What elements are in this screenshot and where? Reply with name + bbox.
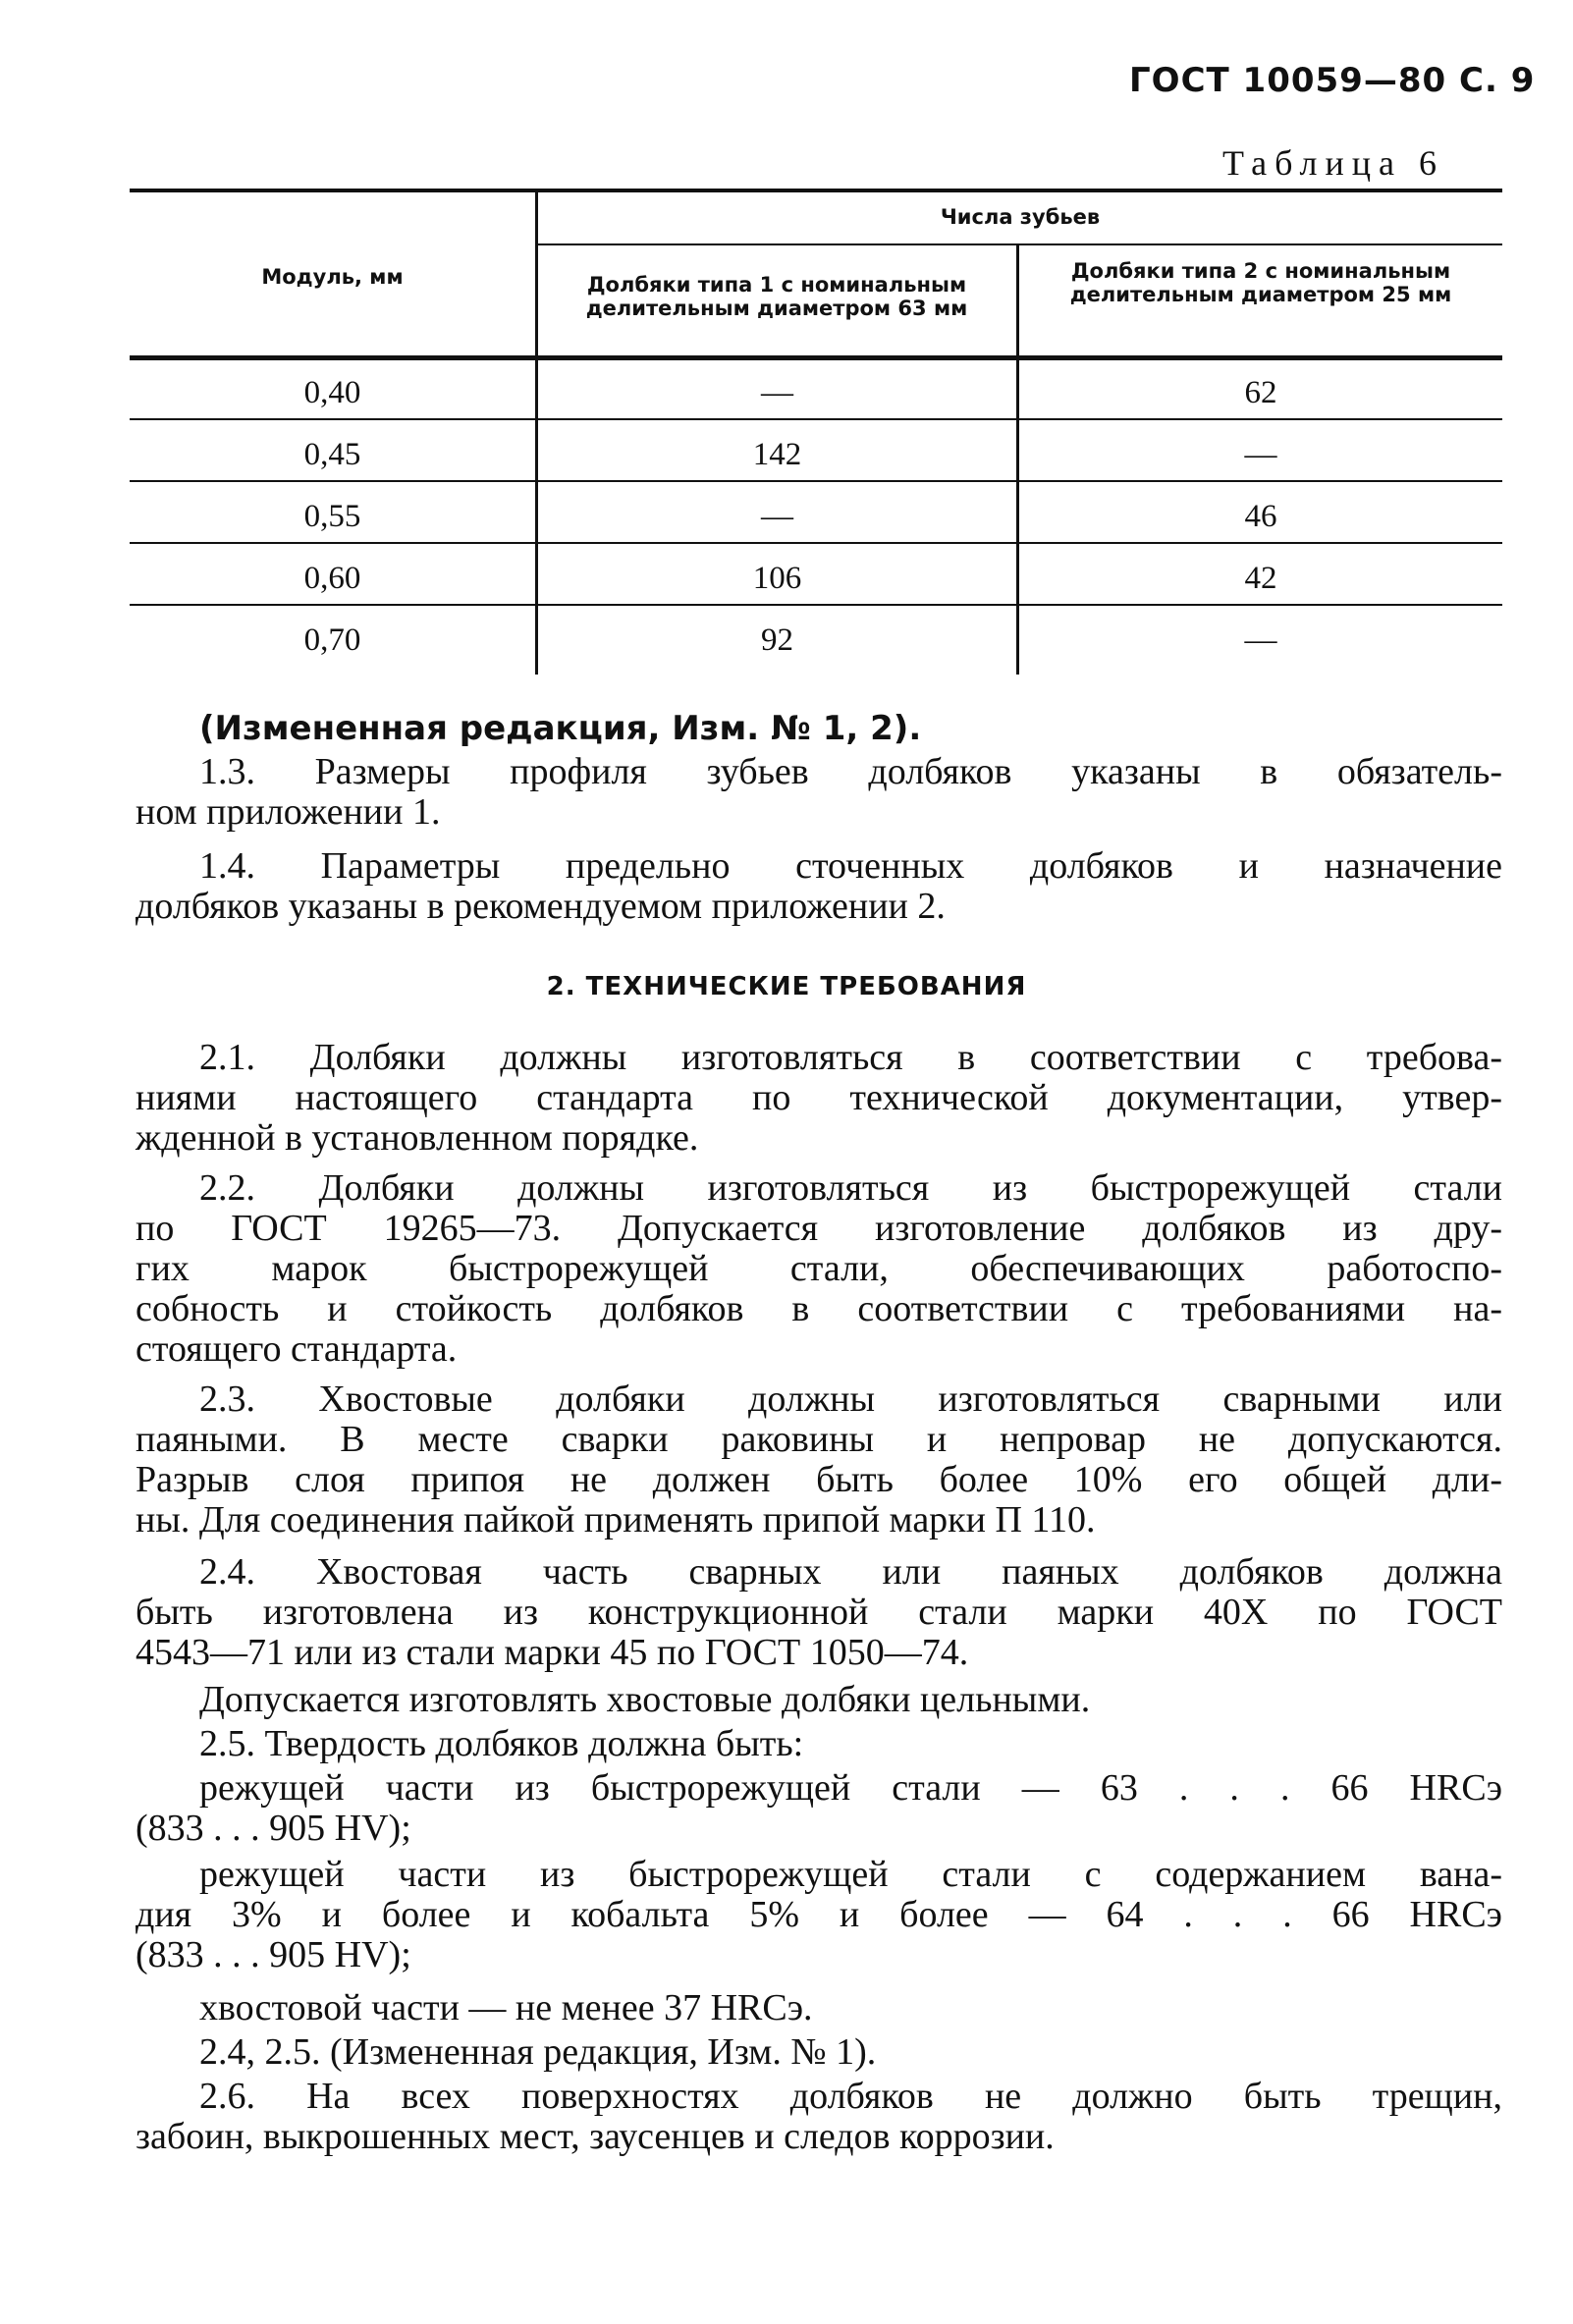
text-line: по ГОСТ 19265—73. Допускается изготовление долбяков из дру- (136, 1208, 1502, 1249)
header-module: Модуль, мм (261, 265, 404, 289)
text-line: 1.3. Размеры профиля зубьев долбяков указаны в обязатель- (199, 751, 1502, 792)
text-line: паяными. В месте сварки раковины и непровар не допускаются. (136, 1419, 1502, 1460)
text-line: (833 . . . 905 HV); (136, 1808, 411, 1849)
text-line: 4543—71 или из стали марки 45 по ГОСТ 1050—74. (136, 1632, 969, 1673)
clause-2-4 (136, 1552, 1502, 1673)
text-line: 2.1. Долбяки должны изготовляться в соответствии с требова- (199, 1037, 1502, 1078)
text-line: 1.4. Параметры предельно сточенных долбяков и назначение (199, 845, 1502, 887)
clause-2-1 (136, 1038, 1502, 1159)
clause-2-5-a (136, 1768, 1502, 1849)
row-rule (130, 604, 1502, 606)
cell-type1: 92 (761, 622, 793, 658)
clause-1-4 (136, 846, 1502, 927)
cell-type2: — (1244, 437, 1277, 472)
table-top-rule (130, 189, 1502, 192)
cell-type2: 42 (1244, 561, 1277, 596)
text-line: режущей части из быстрорежущей стали — 63 . . . 66 HRCэ (199, 1767, 1502, 1809)
cell-type2: 46 (1244, 499, 1277, 534)
cell-module: 0,55 (303, 499, 361, 534)
cell-type1: — (761, 375, 793, 410)
text-line: (833 . . . 905 HV); (136, 1934, 411, 1975)
text-line: долбяков указаны в рекомендуемом приложении 2. (136, 886, 946, 927)
amendment-note-2: 2.4, 2.5. (Измененная редакция, Изм. № 1). (199, 2031, 877, 2073)
header-type1: Долбяки типа 1 с номинальным делительным диаметром 63 мм (585, 273, 968, 320)
text-line: режущей части из быстрорежущей стали с содержанием вана- (199, 1854, 1502, 1895)
text-line: гих марок быстрорежущей стали, обеспечивающих работоспо- (136, 1248, 1502, 1289)
clause-2-5-b (136, 1855, 1502, 1975)
clause-2-5-c: хвостовой части — не менее 37 HRCэ. (199, 1987, 813, 2028)
section-title: 2. ТЕХНИЧЕСКИЕ ТРЕБОВАНИЯ (546, 972, 1027, 1001)
column-rule (535, 189, 538, 675)
clause-1-3 (136, 752, 1502, 833)
cell-type1: 142 (752, 437, 802, 472)
table-label: Таблица 6 (1222, 143, 1444, 183)
header-type2: Долбяки типа 2 с номинальным делительным диаметром 25 мм (1069, 259, 1452, 306)
cell-type1: 106 (752, 561, 802, 596)
text-line: быть изготовлена из конструкционной стали марки 40Х по ГОСТ (136, 1592, 1502, 1633)
row-rule (130, 542, 1502, 544)
clause-2-2 (136, 1168, 1502, 1370)
cell-module: 0,45 (303, 437, 361, 472)
clause-2-5: 2.5. Твердость долбяков должна быть: (199, 1723, 804, 1764)
header-bottom-rule (130, 355, 1502, 360)
text-line: Разрыв слоя припоя не должен быть более 10% его общей дли- (136, 1459, 1502, 1500)
text-line: собность и стойкость долбяков в соответствии с требованиями на- (136, 1288, 1502, 1329)
header-teeth-group: Числа зубьев (940, 205, 1101, 229)
text-line: ниями настоящего стандарта по технической документации, утвер- (136, 1077, 1502, 1118)
page-header: ГОСТ 10059—80 С. 9 (1129, 61, 1536, 100)
cell-module: 0,60 (303, 561, 361, 596)
text-line: жденной в установленном порядке. (136, 1117, 699, 1159)
cell-module: 0,70 (303, 622, 361, 658)
clause-2-4-note: Допускается изготовлять хвостовые долбяки цельными. (199, 1679, 1091, 1720)
text-line: 2.6. На всех поверхностях долбяков не должно быть трещин, (199, 2076, 1502, 2117)
row-rule (130, 480, 1502, 482)
text-line: ны. Для соединения пайкой применять припой марки П 110. (136, 1499, 1096, 1540)
text-line: 2.4. Хвостовая часть сварных или паяных долбяков должна (199, 1551, 1502, 1593)
cell-module: 0,40 (303, 375, 361, 410)
text-line: дия 3% и более и кобальта 5% и более — 64 . . . 66 HRCэ (136, 1894, 1502, 1935)
cell-type2: 62 (1244, 375, 1277, 410)
cell-type2: — (1244, 622, 1277, 658)
amendment-note: (Измененная редакция, Изм. № 1, 2). (199, 709, 922, 748)
row-rule (130, 418, 1502, 420)
text-line: 2.3. Хвостовые долбяки должны изготовляться сварными или (199, 1378, 1502, 1420)
clause-2-3 (136, 1379, 1502, 1540)
text-line: 2.2. Долбяки должны изготовляться из быстрорежущей стали (199, 1167, 1502, 1209)
clause-2-6 (136, 2077, 1502, 2157)
cell-type1: — (761, 499, 793, 534)
text-line: забоин, выкрошенных мест, заусенцев и следов коррозии. (136, 2116, 1055, 2157)
text-line: ном приложении 1. (136, 791, 441, 833)
group-header-rule (537, 243, 1502, 245)
text-line: стоящего стандарта. (136, 1328, 458, 1370)
